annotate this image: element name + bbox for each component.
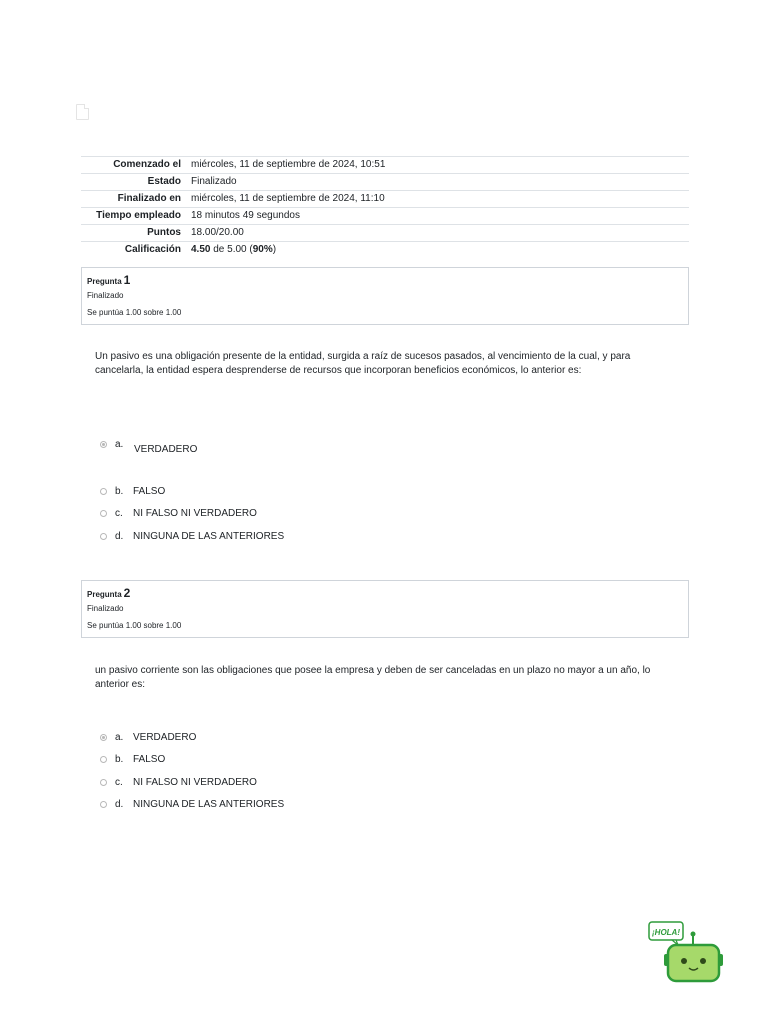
grade-score: 4.50 xyxy=(191,244,211,255)
answer-option-b[interactable] xyxy=(100,485,165,497)
grade-percent: 90% xyxy=(252,244,273,255)
summary-value xyxy=(187,242,689,259)
answer-option-a[interactable] xyxy=(100,438,133,450)
option-text-wrap xyxy=(134,443,197,455)
option-text: NI FALSO NI VERDADERO xyxy=(133,507,257,519)
question-label: Pregunta xyxy=(87,590,122,599)
option-text: VERDADERO xyxy=(134,443,198,455)
summary-row xyxy=(81,225,689,242)
question-num: 2 xyxy=(123,586,131,600)
question-state: Finalizado xyxy=(87,291,124,300)
summary-label: Comenzado el xyxy=(113,159,181,170)
summary-row xyxy=(81,191,689,208)
answer-option-c[interactable] xyxy=(100,776,257,788)
radio-button-checked[interactable] xyxy=(100,734,107,741)
radio-button[interactable] xyxy=(100,801,107,808)
summary-label: Finalizado en xyxy=(117,193,181,204)
answer-option-d[interactable] xyxy=(100,530,284,542)
option-text: NINGUNA DE LAS ANTERIORES xyxy=(133,798,285,810)
radio-button[interactable] xyxy=(100,510,107,517)
summary-row xyxy=(81,208,689,225)
question-text: un pasivo corriente son las obligaciones que posee la empresa y deben de ser canceladas en un plazo no mayor a un año, lo anterior es: xyxy=(95,665,651,690)
question-info-2 xyxy=(81,580,689,638)
radio-button[interactable] xyxy=(100,779,107,786)
option-letter: c. xyxy=(115,507,123,519)
grade-total: de 5.00 ( xyxy=(210,244,253,255)
summary-value: miércoles, 11 de septiembre de 2024, 10:51 xyxy=(191,159,386,170)
grade-close: ) xyxy=(272,244,277,255)
option-text: NI FALSO NI VERDADERO xyxy=(133,776,257,788)
question-label: Pregunta xyxy=(87,277,122,286)
option-letter: b. xyxy=(115,485,124,497)
summary-label: Calificación xyxy=(124,244,181,255)
summary-row xyxy=(81,157,689,174)
answer-option-d[interactable] xyxy=(100,798,284,810)
option-text: FALSO xyxy=(133,485,166,497)
option-text: NINGUNA DE LAS ANTERIORES xyxy=(133,530,285,542)
attempt-summary xyxy=(81,156,689,258)
radio-button[interactable] xyxy=(100,756,107,763)
radio-button[interactable] xyxy=(100,488,107,495)
question-state: Finalizado xyxy=(87,604,124,613)
radio-button[interactable] xyxy=(100,533,107,540)
question-number xyxy=(87,273,130,287)
summary-value: miércoles, 11 de septiembre de 2024, 11:10 xyxy=(191,193,385,204)
option-text: FALSO xyxy=(133,753,166,765)
question-grade: Se puntúa 1.00 sobre 1.00 xyxy=(87,308,182,317)
summary-label: Puntos xyxy=(147,227,181,238)
radio-button-checked[interactable] xyxy=(100,441,107,448)
chat-bot-button[interactable] xyxy=(648,921,726,985)
option-letter: c. xyxy=(115,776,123,788)
summary-value: 18.00/20.00 xyxy=(191,227,244,238)
summary-row xyxy=(81,242,689,259)
robot-icon xyxy=(648,921,726,985)
answer-option-a[interactable] xyxy=(100,731,196,743)
summary-value: 18 minutos 49 segundos xyxy=(191,210,300,221)
question-num: 1 xyxy=(123,273,131,287)
summary-row xyxy=(81,174,689,191)
summary-value: Finalizado xyxy=(191,176,237,187)
question-number xyxy=(87,586,130,600)
option-letter: d. xyxy=(115,530,124,542)
question-info-1 xyxy=(81,267,689,325)
document-icon xyxy=(76,104,89,120)
question-grade: Se puntúa 1.00 sobre 1.00 xyxy=(87,621,182,630)
option-letter: a. xyxy=(115,438,124,450)
bot-bubble-text: ¡HOLA! xyxy=(652,928,680,937)
option-letter: b. xyxy=(115,753,124,765)
summary-label: Tiempo empleado xyxy=(96,210,181,221)
option-letter: a. xyxy=(115,731,124,743)
answer-option-c[interactable] xyxy=(100,507,257,519)
answer-option-b[interactable] xyxy=(100,753,165,765)
option-letter: d. xyxy=(115,798,124,810)
summary-label: Estado xyxy=(147,176,181,187)
option-text: VERDADERO xyxy=(133,731,197,743)
question-text: Un pasivo es una obligación presente de la entidad, surgida a raíz de sucesos pasados, al vencimiento de la cual, y para cancelarla, la entidad espera desprenderse de recursos que incorporan beneficios económicos, lo anterior es: xyxy=(95,351,631,376)
